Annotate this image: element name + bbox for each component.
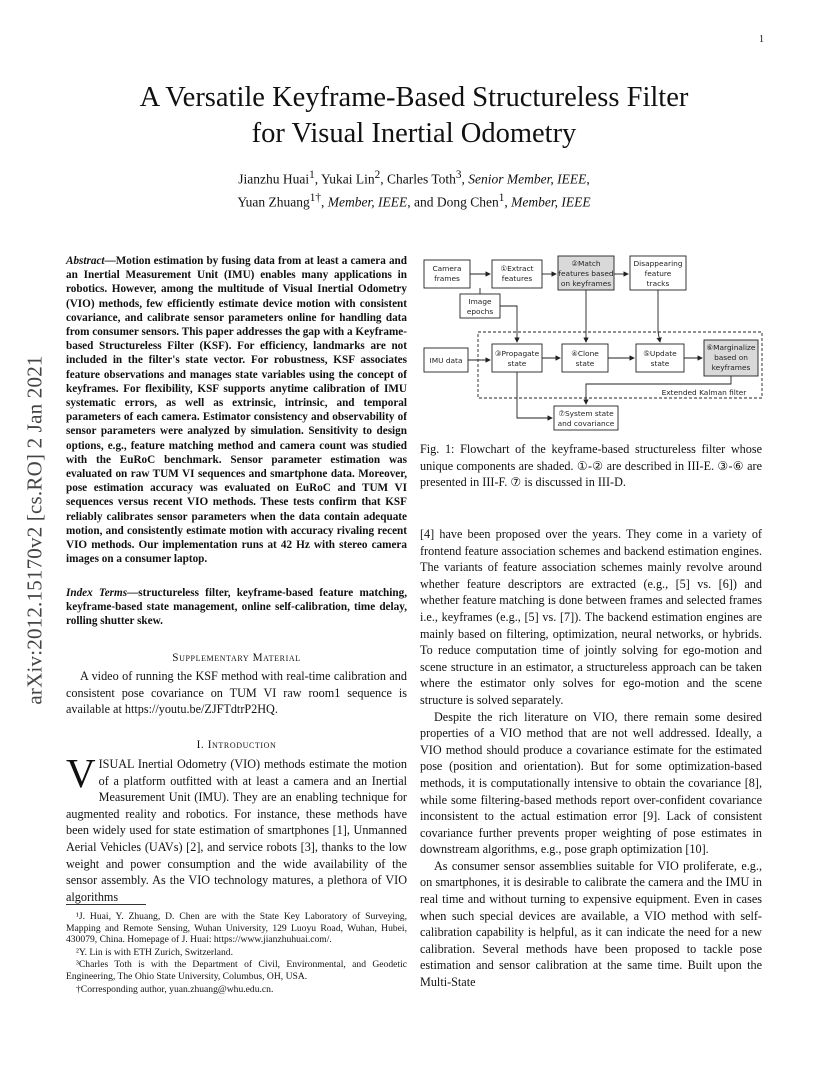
label-epochs-2: epochs	[466, 307, 494, 316]
label-propagate-2: state	[507, 359, 527, 368]
label-match-2: features based	[558, 269, 614, 278]
label-camera-2: frames	[434, 274, 460, 283]
author-list	[110, 166, 718, 211]
arxiv-stamp-text: arXiv:2012.15170v2 [cs.RO] 2 Jan 2021	[22, 355, 47, 705]
index-terms-label: Index Terms	[66, 587, 128, 599]
arrow-disappear-update	[658, 290, 660, 342]
footnotes	[66, 911, 407, 996]
label-system-2: and covariance	[557, 419, 615, 428]
introduction-heading: I. Introduction	[196, 739, 277, 751]
author-line-1: Jianzhu Huai$^1$, Yukai Lin$^2$, Charles Toth$^3$, Senior Member, IEEE,	[238, 169, 590, 187]
index-terms-body: —structureless filter, keyframe-based feature matching, keyframe-based state management, online self-calibration, time delay, rolling shutter skew.	[66, 587, 407, 628]
label-marg-1: ⑥Marginalize	[706, 343, 756, 352]
label-ekf: Extended Kalman filter	[661, 388, 747, 397]
label-match-1: ②Match	[571, 259, 601, 268]
drop-cap: V	[66, 750, 96, 796]
label-update-2: state	[650, 359, 670, 368]
page-number: 1	[759, 34, 764, 45]
label-disappear-3: tracks	[646, 279, 670, 288]
footnote-2: ²Y. Lin is with ETH Zurich, Switzerland.	[76, 946, 233, 958]
label-match-3: on keyframes	[560, 279, 612, 288]
paragraph-references: [4] have been proposed over the years. They come in a variety of frontend feature association schemes and backend estimation engines. The variants of feature association schemes mainly revolve around whether feature descriptors are extracted (e.g., [5] vs. [6]) and whether feature matching is done between frames and selected frames i.e., keyframes (e.g., [5] vs. [7]). The backend estimation engines are mainly based on filtering, optimization, neural networks, or hybrids. To reduce computation time of jointly solving for ego-motion and scene structure in an estimator, a structureless approach can be taken where the estimator only solves for ego-motion and the scene structure is solved separately.	[420, 527, 762, 707]
flowchart-figure	[420, 252, 764, 432]
title-line-1: A Versatile Keyframe-Based Structureless Filter	[139, 82, 689, 113]
abstract-body: —Motion estimation by fusing data from at least a camera and an Inertial Measurement Unit (IMU) enables many applications in robotics. However, among the multitude of Visual Inertial Odometry (VIO) methods, few efficiently estimate device motion with consistent covariance, and calibrate sensor parameters online for handling data from consumer sensors. This paper addresses the gap with a Keyframe-based Structureless Filter (KSF). For efficiency, landmarks are not included in the filter's state vector. For robustness, KSF associates feature observations and manages state variables using the concept of keyframes. For flexibility, KSF supports anytime calibration of IMU systematic errors, as well as extrinsic, intrinsic, and temporal parameters of each camera. Estimator consistency and observability of sensor parameters were analyzed by simulation. Sensitivity to design options, e.g., feature matching method and camera count was studied with the EuRoC benchmark. Sensor parameter estimation was evaluated on raw TUM VI sequences and smartphone data. Moreover, pose estimation accuracy was evaluated on EuRoC and TUM VI sequences versus recent VIO methods. These tests confirm that KSF reliably calibrates sensor parameters when the data contain adequate motion, and consistently estimate motion with accuracy rivaling recent VIO methods. Our implementation runs at 42 Hz with stereo camera images on a consumer laptop.	[66, 255, 407, 566]
title-line-2: for Visual Inertial Odometry	[251, 118, 577, 149]
label-camera-1: Camera	[432, 264, 462, 273]
introduction-text: ISUAL Inertial Odometry (VIO) methods estimate the motion of a platform outfitted with at least a camera and an Inertial Measurement Unit (IMU). They are an enabling technique for augmented reality and robotics. For instance, these methods have been widely used for state estimation of smartphones [1], Unmanned Aerial Vehicles (UAVs) [2], and service robots [3], thanks to the low weight and power consumption and the wide availability of the sensor assembly. As the VIO technology matures, a plethora of VIO algorithms	[66, 757, 407, 904]
arrow-propagate-system	[517, 372, 552, 418]
introduction-body	[66, 750, 407, 905]
paragraph-calibration: As consumer sensor assemblies suitable for VIO proliferate, e.g., on smartphones, it is desirable to calibrate the camera and the IMU in real time and without turning to expensive equipment. Even in cases when such special devices are available, a VIO method with self-calibration capability is helpful, as it can indicate the need for a new calibration. Several methods have been proposed to tackle pose estimation and sensor calibration at the same time. Built upon the Multi-State	[420, 858, 762, 990]
label-imu: IMU data	[429, 356, 463, 365]
author-line-2: Yuan Zhuang$^{1\dagger}$, Member, IEEE, and Dong Chen$^1$, Member, IEEE	[237, 191, 591, 209]
footnote-3: ³Charles Toth is with the Department of Civil, Environmental, and Geodetic Engineering, The Ohio State University, Columbus, OH, USA.	[66, 959, 407, 982]
supplementary-body: A video of running the KSF method with real-time calibration and consistent pose covariance on TUM VI raw room1 sequence is available at https://youtu.be/ZJFTdtrP2HQ.	[66, 669, 407, 717]
label-clone-1: ④Clone	[571, 349, 599, 358]
paragraph-covariance: Despite the rich literature on VIO, there remain some desired properties of a VIO method that are not well addressed. Ideally, a VIO method should produce a covariance estimate for the estimated pose (position and orientation). But for some optimization-based methods, it is computationally intensive to obtain the covariance [8], while some filtering-based methods report over-confident covariance inconsistent to the actual estimation error [9]. Lack of consistent covariance further prevents proper weighting of pose estimates in downstream algorithms, e.g., pose graph optimization [10].	[420, 709, 762, 857]
flowchart-svg	[420, 252, 764, 432]
label-system-1: ⑦System state	[558, 409, 614, 418]
index-terms	[66, 586, 407, 629]
footnote-rule	[66, 904, 146, 905]
label-update-1: ⑤Update	[643, 349, 677, 358]
abstract-label: Abstract	[66, 255, 105, 267]
label-extract-2: features	[501, 274, 533, 283]
figure-caption: Fig. 1: Flowchart of the keyframe-based structureless filter whose unique components are shaded. ①-② are described in III-E. ③-⑥ are presented in III-F. ⑦ is discussed in III-D.	[420, 442, 762, 490]
footnote-4: †Corresponding author, yuan.zhuang@whu.edu.cn.	[76, 983, 274, 995]
label-clone-2: state	[575, 359, 595, 368]
footnote-1: ¹J. Huai, Y. Zhuang, D. Chen are with the State Key Laboratory of Surveying, Mapping and Remote Sensing, Wuhan University, 129 Luoyu Road, Wuhan, Hubei, 430079, China. Homepage of J. Huai: https://www.jianzhuhuai.com/.	[66, 911, 407, 946]
label-propagate-1: ③Propagate	[494, 349, 540, 358]
label-extract-1: ①Extract	[500, 264, 534, 273]
arxiv-stamp	[0, 300, 70, 760]
abstract	[66, 254, 407, 566]
label-epochs-1: Image	[468, 297, 492, 306]
paper-title	[60, 80, 768, 152]
label-disappear-2: feature	[644, 269, 672, 278]
right-column-body	[420, 526, 762, 991]
supplementary-heading: Supplementary Material	[172, 652, 301, 664]
label-marg-3: keyframes	[711, 363, 751, 372]
arrow-epochs-propagate	[500, 306, 517, 342]
label-marg-2: based on	[714, 353, 748, 362]
label-disappear-1: Disappearing	[633, 259, 683, 268]
